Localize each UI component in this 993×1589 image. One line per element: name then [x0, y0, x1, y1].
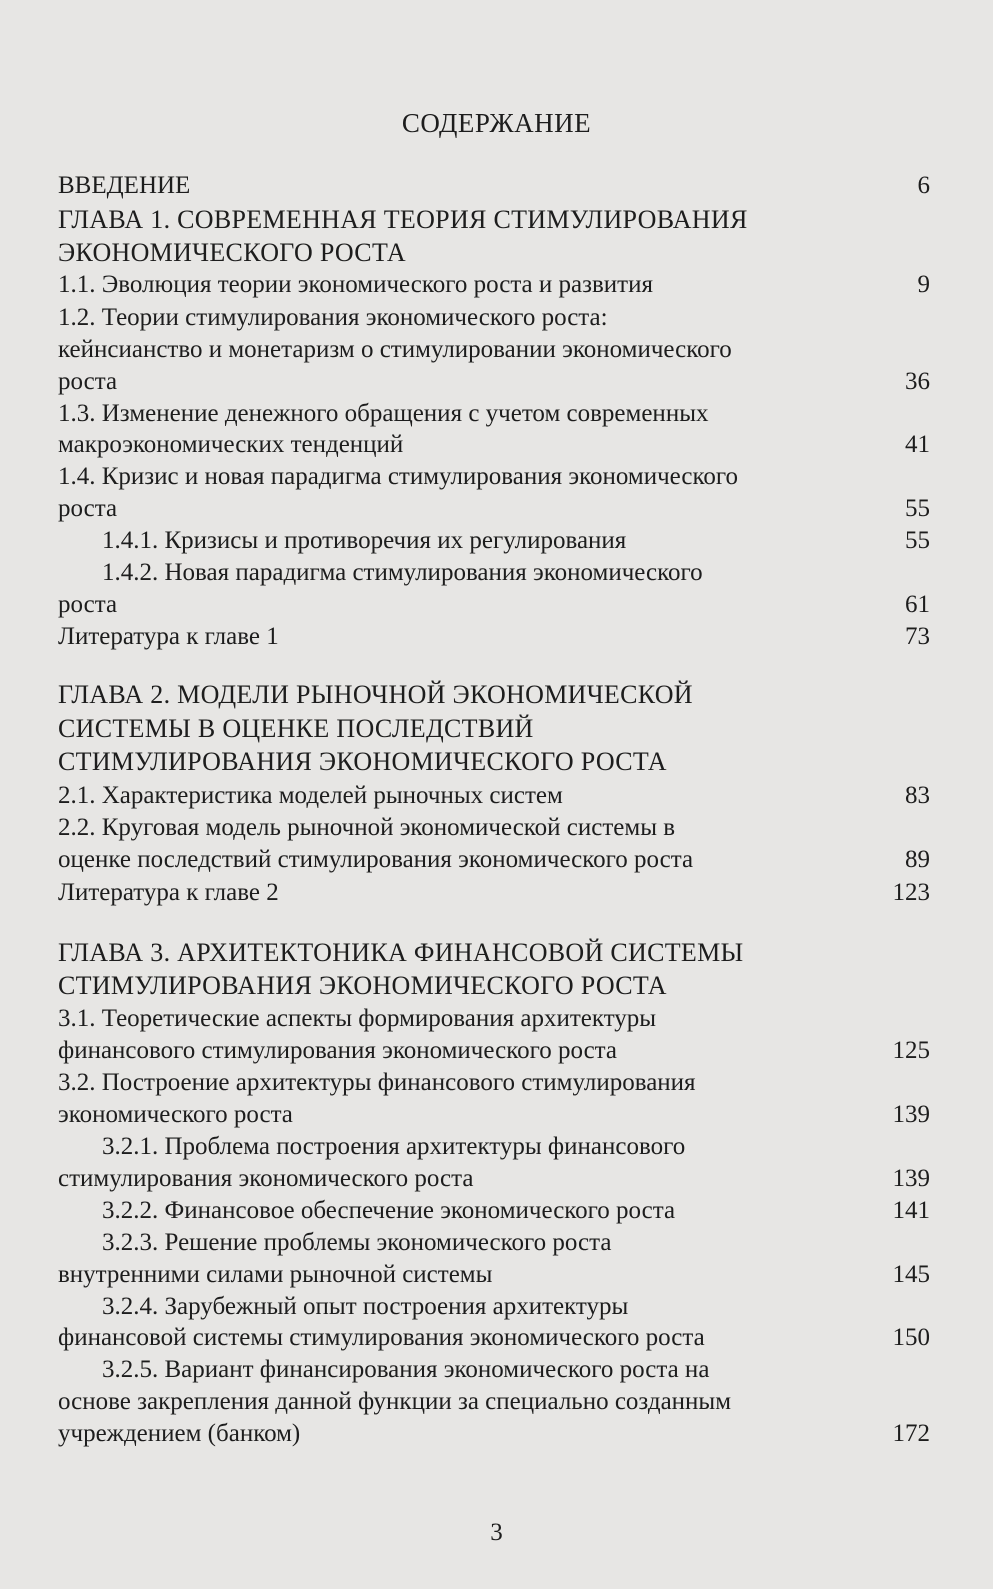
page-number: 3	[490, 1519, 503, 1546]
toc-entry-text: ВВЕДЕНИЕ	[58, 172, 191, 199]
toc-entry-text: финансового стимулирования экономического роста	[58, 1037, 617, 1064]
toc-entry	[58, 780, 930, 811]
toc-entry	[58, 1163, 930, 1194]
toc-entry-text: 2.1. Характеристика моделей рыночных систем	[58, 782, 563, 809]
toc-entry-text: роста	[58, 368, 118, 395]
chapter-heading	[58, 970, 930, 1001]
toc-entry-text: 2.2. Круговая модель рыночной экономической системы в	[58, 814, 676, 841]
toc-entry-page: 141	[892, 1197, 930, 1224]
toc-subentry	[58, 525, 930, 556]
toc-entry-text: ЭКОНОМИЧЕСКОГО РОСТА	[58, 238, 406, 267]
toc-entry-text: внутренними силами рыночной системы	[58, 1261, 493, 1288]
toc-entry-text: Литература к главе 1	[58, 623, 279, 650]
toc-entry-page: 61	[905, 591, 930, 618]
toc-entry	[58, 398, 930, 429]
toc-entry	[58, 302, 930, 333]
chapter-heading	[58, 204, 930, 235]
toc-entry-text: стимулирования экономического роста	[58, 1165, 474, 1192]
toc-entry-text: экономического роста	[58, 1101, 293, 1128]
toc-entry	[58, 429, 930, 460]
toc-entry-text: 1.4.2. Новая парадигма стимулирования экономического	[102, 559, 703, 586]
toc-entry	[58, 1418, 930, 1449]
toc-entry-text: 3.2.5. Вариант финансирования экономического роста на	[102, 1356, 710, 1383]
toc-entry-page: 36	[905, 368, 930, 395]
toc-entry-page: 55	[905, 495, 930, 522]
toc-entry-text: оценке последствий стимулирования экономического роста	[58, 846, 694, 873]
toc-entry	[58, 844, 930, 875]
toc-entry	[58, 493, 930, 524]
toc-entry-page: 139	[892, 1101, 930, 1128]
toc-entry	[58, 461, 930, 492]
toc-entry	[58, 1322, 930, 1353]
toc-subentry	[58, 1195, 930, 1226]
toc-entry-page: 89	[905, 846, 930, 873]
toc-subentry	[58, 1291, 930, 1322]
toc-entry-text: 3.2.2. Финансовое обеспечение экономического роста	[102, 1197, 676, 1224]
toc-title: СОДЕРЖАНИЕ	[401, 108, 592, 138]
toc-entry	[58, 877, 930, 908]
chapter-heading	[58, 237, 930, 268]
toc-entry-page: 55	[905, 527, 930, 554]
toc-entry-page: 150	[892, 1324, 930, 1351]
toc-entry-page: 6	[917, 172, 930, 199]
toc-entry-text: ГЛАВА 1. СОВРЕМЕННАЯ ТЕОРИЯ СТИМУЛИРОВАНИЯ	[58, 205, 748, 234]
toc-entry-text: СТИМУЛИРОВАНИЯ ЭКОНОМИЧЕСКОГО РОСТА	[58, 971, 667, 1000]
toc-entry-page: 172	[892, 1420, 930, 1447]
toc-entry	[58, 170, 930, 201]
toc-entry-text: учреждением (банком)	[58, 1420, 301, 1447]
toc-subentry	[58, 1354, 930, 1385]
toc-entry-text: 3.2.3. Решение проблемы экономического роста	[102, 1229, 612, 1256]
toc-entry-text: 1.4. Кризис и новая парадигма стимулирования экономического	[58, 463, 738, 490]
toc-entry-text: 1.2. Теории стимулирования экономического роста:	[58, 304, 608, 331]
toc-entry	[58, 1035, 930, 1066]
toc-entry-text: 3.2.1. Проблема построения архитектуры финансового	[102, 1133, 686, 1160]
toc-entry-page: 123	[892, 879, 930, 906]
toc-entry	[58, 1259, 930, 1290]
toc-entry-page: 139	[892, 1165, 930, 1192]
toc-entry-text: основе закрепления данной функции за специально созданным	[58, 1388, 732, 1415]
toc-entry	[58, 1003, 930, 1034]
toc-entry	[58, 1386, 930, 1417]
toc-entry-text: 1.1. Эволюция теории экономического роста и развития	[58, 271, 653, 298]
chapter-heading	[58, 746, 930, 777]
toc-entry	[58, 1099, 930, 1130]
toc-entry-text: ГЛАВА 3. АРХИТЕКТОНИКА ФИНАНСОВОЙ СИСТЕМЫ	[58, 938, 744, 967]
toc-entry	[58, 1067, 930, 1098]
toc-entry	[58, 269, 930, 300]
toc-entry	[58, 621, 930, 652]
chapter-heading	[58, 679, 930, 710]
toc-entry	[58, 334, 930, 365]
toc-entry-text: финансовой системы стимулирования экономического роста	[58, 1324, 705, 1351]
toc-entry-text: макроэкономических тенденций	[58, 431, 404, 458]
toc-entry-text: 1.4.1. Кризисы и противоречия их регулирования	[102, 527, 627, 554]
toc-entry	[58, 812, 930, 843]
toc-entry-text: Литература к главе 2	[58, 879, 279, 906]
chapter-heading	[58, 937, 930, 968]
toc-entry-page: 73	[905, 623, 930, 650]
toc-entry	[58, 366, 930, 397]
toc-entry-page: 83	[905, 782, 930, 809]
toc-entry-text: 3.1. Теоретические аспекты формирования архитектуры	[58, 1005, 657, 1032]
toc-entry-text: 3.2.4. Зарубежный опыт построения архитектуры	[102, 1293, 629, 1320]
toc-subentry	[58, 1131, 930, 1162]
toc-entry-text: СТИМУЛИРОВАНИЯ ЭКОНОМИЧЕСКОГО РОСТА	[58, 747, 667, 776]
toc-entry-page: 9	[917, 271, 930, 298]
toc-subentry	[58, 557, 930, 588]
toc-entry-text: ГЛАВА 2. МОДЕЛИ РЫНОЧНОЙ ЭКОНОМИЧЕСКОЙ	[58, 680, 693, 709]
toc-subentry	[58, 1227, 930, 1258]
toc-entry	[58, 589, 930, 620]
chapter-heading	[58, 713, 930, 744]
toc-entry-page: 41	[905, 431, 930, 458]
toc-entry-page: 125	[892, 1037, 930, 1064]
toc-entry-text: роста	[58, 495, 118, 522]
toc-entry-text: 1.3. Изменение денежного обращения с учетом современных	[58, 400, 709, 427]
toc-entry-page: 145	[892, 1261, 930, 1288]
toc-entry-text: СИСТЕМЫ В ОЦЕНКЕ ПОСЛЕДСТВИЙ	[58, 714, 534, 743]
toc-entry-text: кейнсианство и монетаризм о стимулировании экономического	[58, 336, 732, 363]
toc-entry-text: 3.2. Построение архитектуры финансового стимулирования	[58, 1069, 696, 1096]
toc-entry-text: роста	[58, 591, 118, 618]
